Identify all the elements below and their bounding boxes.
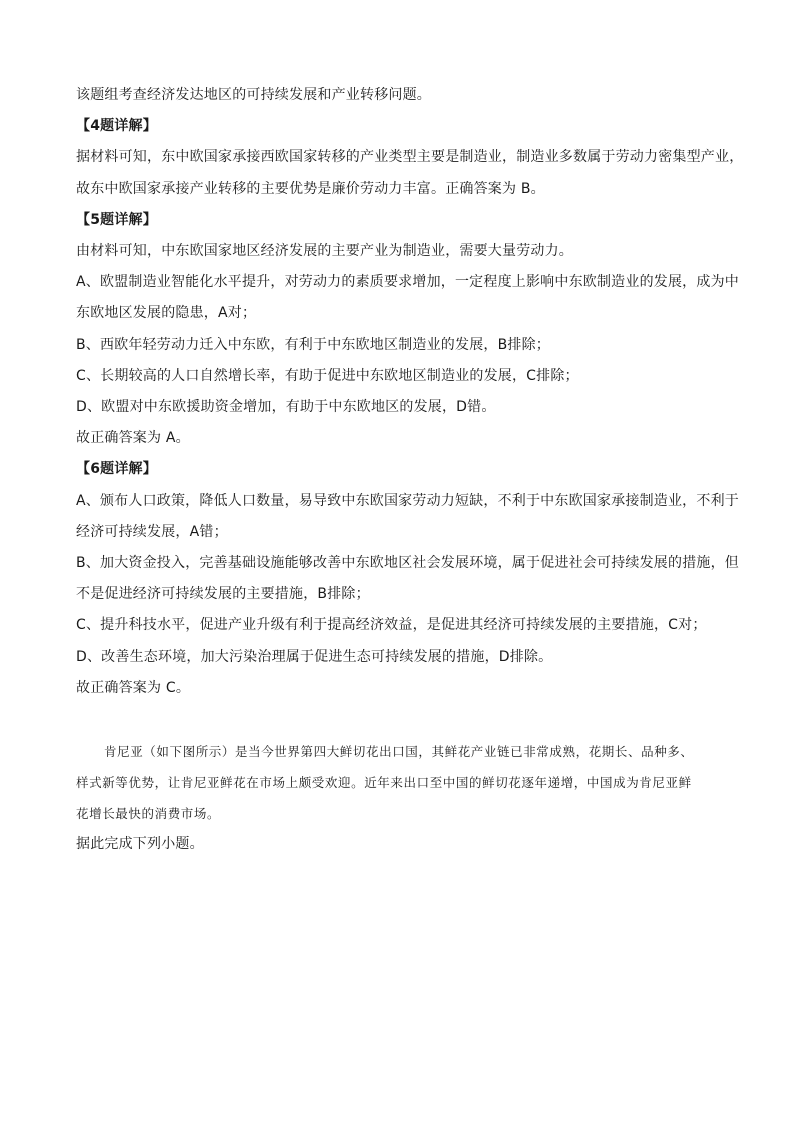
passage-instruction: 据此完成下列小题。: [76, 836, 204, 852]
question-6-option-a: A、颁布人口政策，降低人口数量，易导致中东欧国家劳动力短缺，不利于中东欧国家承接制造业，不利于: [76, 492, 739, 509]
question-4-line: 故东中欧国家承接产业转移的主要优势是廉价劳动力丰富。正确答案为 B。: [76, 180, 545, 197]
intro-text: 该题组考查经济发达地区的可持续发展和产业转移问题。: [76, 87, 431, 103]
question-6-answer: 故正确答案为 C。: [76, 679, 191, 696]
question-5-line: 由材料可知，中东欧国家地区经济发展的主要产业为制造业，需要大量劳动力。: [76, 243, 573, 260]
question-5-option-c: C、长期较高的人口自然增长率，有助于促进中东欧地区制造业的发展，C排除；: [76, 367, 579, 384]
passage-line: 花增长最快的消费市场。: [76, 806, 221, 821]
passage-line: 肯尼亚（如下图所示）是当今世界第四大鲜切花出口国，其鲜花产业链已非常成熟，花期长、品种多、: [104, 744, 694, 759]
question-6-heading: 【6题详解】: [76, 461, 157, 478]
question-6-option-d: D、改善生态环境，加大污染治理属于促进生态可持续发展的措施，D排除。: [76, 648, 553, 665]
question-5-answer: 故正确答案为 A。: [76, 430, 190, 447]
question-6-option-b-cont: 不是促进经济可持续发展的主要措施，B排除；: [76, 586, 370, 603]
reading-passage: [76, 736, 726, 860]
question-5-option-b: B、西欧年轻劳动力迁入中东欧，有利于中东欧地区制造业的发展，B排除；: [76, 336, 551, 353]
question-6-option-c: C、提升科技水平，促进产业升级有利于提高经济效益，是促进其经济可持续发展的主要措施，C对；: [76, 617, 707, 634]
question-5-option-a-cont: 东欧地区发展的隐患，A对；: [76, 305, 257, 322]
question-5-heading: 【5题详解】: [76, 211, 157, 228]
question-4-line: 据材料可知，东中欧国家承接西欧国家转移的产业类型主要是制造业，制造业多数属于劳动力密集型产业，: [76, 149, 744, 166]
question-5-option-a: A、欧盟制造业智能化水平提升，对劳动力的素质要求增加，一定程度上影响中东欧制造业的发展，成为中: [76, 274, 739, 291]
question-6-option-a-cont: 经济可持续发展，A错；: [76, 523, 228, 540]
answer-explanation-block: [76, 80, 744, 704]
question-5-option-d: D、欧盟对中东欧援助资金增加，有助于中东欧地区的发展，D错。: [76, 399, 496, 416]
question-4-heading: 【4题详解】: [76, 118, 157, 135]
passage-line: 样式新等优势，让肯尼亚鲜花在市场上颇受欢迎。近年来出口至中国的鲜切花逐年递增，中国成为肯尼亚鲜: [76, 775, 692, 790]
question-6-option-b: B、加大资金投入，完善基础设施能够改善中东欧地区社会发展环境，属于促进社会可持续发展的措施，但: [76, 555, 740, 572]
